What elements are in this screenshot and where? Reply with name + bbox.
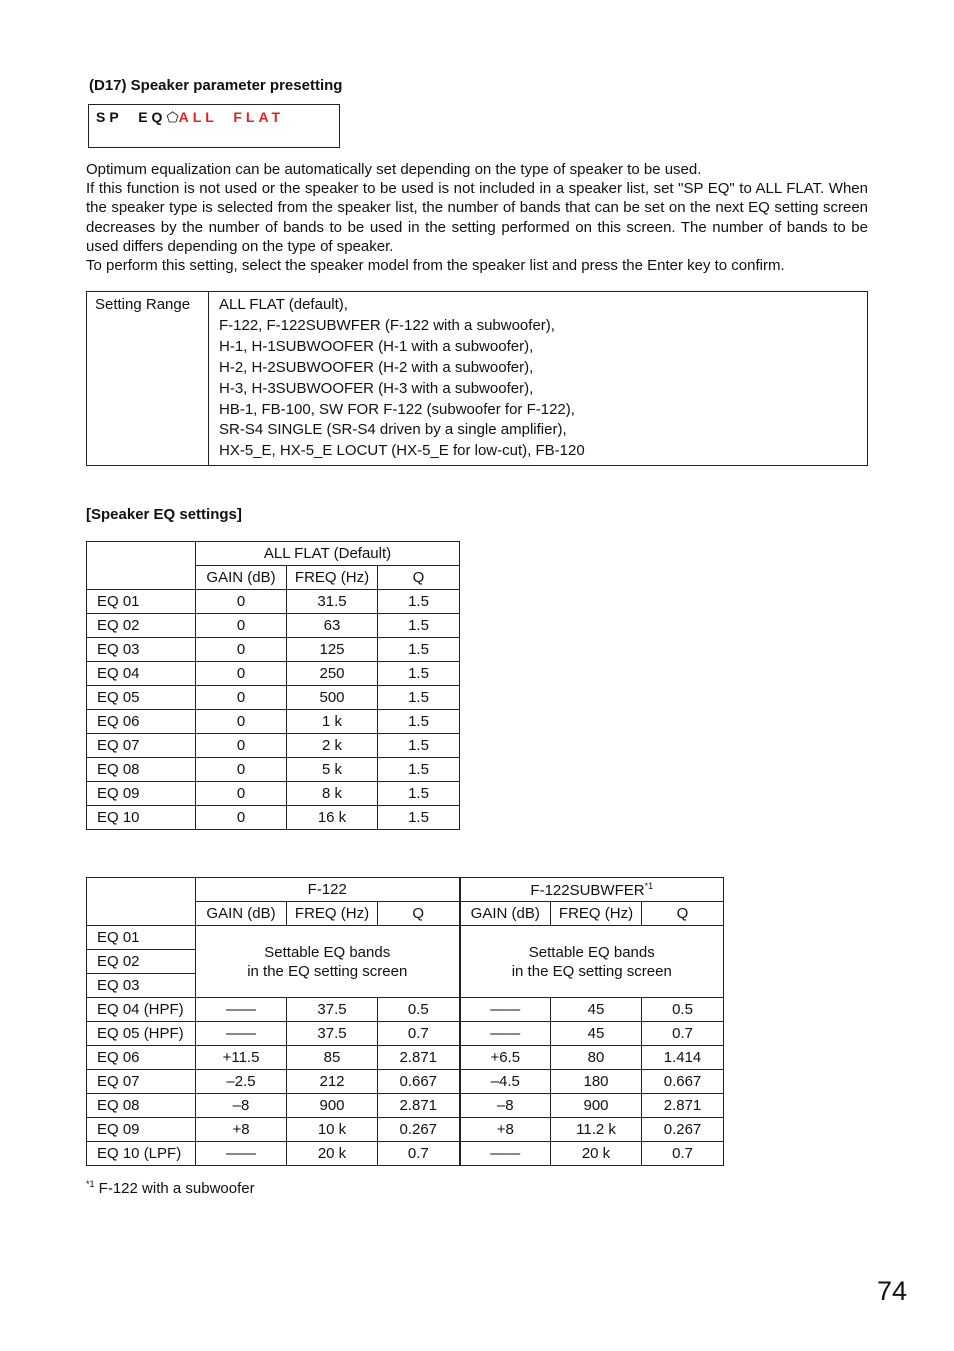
table-cell: —— — [460, 1022, 551, 1046]
column-header: FREQ (Hz) — [287, 566, 378, 590]
row-label: EQ 10 (LPF) — [87, 1142, 196, 1166]
table-row — [87, 662, 460, 686]
lcd-prefix: SP EQ — [96, 109, 167, 125]
setting-range-item: H-1, H-1SUBWOOFER (H-1 with a subwoofer), — [219, 337, 534, 355]
table-cell: 31.5 — [287, 590, 378, 614]
table-cell: 0 — [196, 782, 287, 806]
column-header: FREQ (Hz) — [551, 902, 642, 926]
group-header-f122subwfer — [460, 878, 724, 902]
speaker-eq-heading: [Speaker EQ settings] — [86, 506, 242, 523]
group-header-f122: F-122 — [196, 878, 460, 902]
table-cell: 2.871 — [378, 1046, 460, 1070]
row-label: EQ 02 — [87, 950, 196, 974]
row-label: EQ 09 — [87, 782, 196, 806]
table-row — [87, 1022, 724, 1046]
f122-table — [86, 877, 724, 1166]
settable-bands-note — [460, 926, 724, 998]
setting-range-item: HX-5_E, HX-5_E LOCUT (HX-5_E for low-cut), FB-120 — [219, 442, 585, 460]
table-cell: +6.5 — [460, 1046, 551, 1070]
column-header: GAIN (dB) — [196, 566, 287, 590]
table-cell: –8 — [196, 1094, 287, 1118]
table-cell: 1.5 — [378, 662, 460, 686]
setting-range-item: HB-1, FB-100, SW FOR F-122 (subwoofer for F-122), — [219, 400, 575, 418]
table-cell: 20 k — [551, 1142, 642, 1166]
table-cell: 1.5 — [378, 638, 460, 662]
intro-paragraph: To perform this setting, select the speaker model from the speaker list and press the Enter key to confirm. — [86, 257, 785, 275]
table-cell: 20 k — [287, 1142, 378, 1166]
group-header: ALL FLAT (Default) — [196, 542, 460, 566]
table-cell: 125 — [287, 638, 378, 662]
table-cell: 900 — [287, 1094, 378, 1118]
table-row — [87, 1070, 724, 1094]
table-cell: 0 — [196, 734, 287, 758]
table-cell: –4.5 — [460, 1070, 551, 1094]
intro-paragraph: If this function is not used or the speaker to be used is not included in a speaker list, set "SP EQ" to ALL FLAT. When the speaker type is selected from the speaker list, the number of bands that can be set on the next EQ setting screen decreases by the number of bands to be used in the setting performed on this screen. The number of bands to be used differs depending on the type of speaker. — [86, 180, 868, 255]
column-header: GAIN (dB) — [196, 902, 287, 926]
table-cell: 11.2 k — [551, 1118, 642, 1142]
table-cell: 250 — [287, 662, 378, 686]
table-cell: 2 k — [287, 734, 378, 758]
table-row — [87, 782, 460, 806]
table-cell: 0.5 — [378, 998, 460, 1022]
table-cell: 45 — [551, 1022, 642, 1046]
table-cell: 500 — [287, 686, 378, 710]
row-label: EQ 09 — [87, 1118, 196, 1142]
settable-line: in the EQ setting screen — [511, 962, 672, 980]
corner-cell — [87, 878, 196, 926]
setting-range-label: Setting Range — [87, 292, 209, 465]
table-row — [87, 1142, 724, 1166]
table-cell: 0.667 — [642, 1070, 724, 1094]
table-cell: 1.5 — [378, 686, 460, 710]
table-row — [87, 926, 724, 950]
footnote — [86, 1179, 255, 1197]
table-cell: 0.7 — [642, 1022, 724, 1046]
table-cell: 37.5 — [287, 998, 378, 1022]
row-label: EQ 06 — [87, 1046, 196, 1070]
row-label: EQ 05 (HPF) — [87, 1022, 196, 1046]
table-cell: —— — [196, 1022, 287, 1046]
column-header: GAIN (dB) — [460, 902, 551, 926]
table-cell: 1.5 — [378, 782, 460, 806]
table-cell: +8 — [196, 1118, 287, 1142]
table-cell: 0.267 — [378, 1118, 460, 1142]
table-cell: —— — [460, 1142, 551, 1166]
section-heading: (D17) Speaker parameter presetting — [89, 77, 343, 94]
table-cell: 900 — [551, 1094, 642, 1118]
lcd-arrow-icon: ⬠ — [166, 109, 179, 125]
table-cell: 212 — [287, 1070, 378, 1094]
setting-range-item: SR-S4 SINGLE (SR-S4 driven by a single amplifier), — [219, 421, 567, 439]
footnote-mark: *1 — [86, 1179, 95, 1189]
row-label: EQ 07 — [87, 1070, 196, 1094]
table-cell: 5 k — [287, 758, 378, 782]
row-label: EQ 10 — [87, 806, 196, 830]
table-cell: 0.5 — [642, 998, 724, 1022]
row-label: EQ 04 (HPF) — [87, 998, 196, 1022]
table-cell: +11.5 — [196, 1046, 287, 1070]
page-number: 74 — [877, 1276, 908, 1306]
table-cell: +8 — [460, 1118, 551, 1142]
table-row — [87, 1094, 724, 1118]
table-cell: 0 — [196, 614, 287, 638]
table-cell: 8 k — [287, 782, 378, 806]
table-cell: 0.667 — [378, 1070, 460, 1094]
table-cell: 0.7 — [378, 1022, 460, 1046]
column-header: Q — [642, 902, 724, 926]
table-cell: 1.5 — [378, 710, 460, 734]
row-label: EQ 06 — [87, 710, 196, 734]
table-cell: 2.871 — [642, 1094, 724, 1118]
settable-line: in the EQ setting screen — [247, 962, 408, 980]
table-cell: 10 k — [287, 1118, 378, 1142]
group-header-text: F-122SUBWFER — [530, 881, 645, 899]
table-cell: 1.5 — [378, 806, 460, 830]
row-label: EQ 03 — [87, 638, 196, 662]
table-row — [87, 1046, 724, 1070]
table-cell: 1 k — [287, 710, 378, 734]
table-row — [87, 758, 460, 782]
table-cell: 2.871 — [378, 1094, 460, 1118]
table-row — [87, 590, 460, 614]
row-label: EQ 01 — [87, 926, 196, 950]
table-cell: —— — [196, 998, 287, 1022]
table-header-row — [87, 542, 460, 566]
settable-line: Settable EQ bands — [528, 943, 655, 961]
table-cell: 1.414 — [642, 1046, 724, 1070]
table-cell: 37.5 — [287, 1022, 378, 1046]
table-cell: 1.5 — [378, 758, 460, 782]
table-row — [87, 734, 460, 758]
table-cell: 1.5 — [378, 614, 460, 638]
settable-bands-note — [196, 926, 460, 998]
table-cell: 0 — [196, 758, 287, 782]
column-header: FREQ (Hz) — [287, 902, 378, 926]
table-cell: 16 k — [287, 806, 378, 830]
table-cell: 0 — [196, 662, 287, 686]
column-header: Q — [378, 902, 460, 926]
table-cell: –8 — [460, 1094, 551, 1118]
row-label: EQ 02 — [87, 614, 196, 638]
row-label: EQ 03 — [87, 974, 196, 998]
table-cell: 0 — [196, 638, 287, 662]
table-cell: —— — [196, 1142, 287, 1166]
table-cell: 180 — [551, 1070, 642, 1094]
column-header: Q — [378, 566, 460, 590]
intro-text — [86, 160, 868, 275]
table-cell: 0.7 — [642, 1142, 724, 1166]
table-cell: 0.267 — [642, 1118, 724, 1142]
table-cell: 45 — [551, 998, 642, 1022]
table-cell: 80 — [551, 1046, 642, 1070]
table-header-row — [87, 878, 724, 902]
table-cell: 85 — [287, 1046, 378, 1070]
table-cell: 0 — [196, 686, 287, 710]
table-cell: 63 — [287, 614, 378, 638]
table-cell: 0 — [196, 806, 287, 830]
footnote-mark: *1 — [644, 880, 654, 891]
table-row — [87, 686, 460, 710]
table-cell: 0 — [196, 590, 287, 614]
row-label: EQ 04 — [87, 662, 196, 686]
setting-range-box — [86, 291, 868, 466]
row-label: EQ 01 — [87, 590, 196, 614]
table-cell: —— — [460, 998, 551, 1022]
table-cell: 1.5 — [378, 734, 460, 758]
setting-range-item: H-3, H-3SUBWOOFER (H-3 with a subwoofer), — [219, 379, 534, 397]
lcd-display — [88, 104, 340, 148]
table-cell: 0 — [196, 710, 287, 734]
table-cell: –2.5 — [196, 1070, 287, 1094]
lcd-text — [96, 109, 284, 126]
row-label: EQ 07 — [87, 734, 196, 758]
table-cell: 0.7 — [378, 1142, 460, 1166]
setting-range-item: H-2, H-2SUBWOOFER (H-2 with a subwoofer), — [219, 358, 534, 376]
settable-line: Settable EQ bands — [264, 943, 391, 961]
table-row — [87, 614, 460, 638]
row-label: EQ 08 — [87, 1094, 196, 1118]
table-cell: 1.5 — [378, 590, 460, 614]
all-flat-table — [86, 541, 460, 830]
row-label: EQ 05 — [87, 686, 196, 710]
corner-cell — [87, 542, 196, 590]
table-row — [87, 806, 460, 830]
lcd-value: ALL FLAT — [178, 109, 285, 125]
row-label: EQ 08 — [87, 758, 196, 782]
intro-paragraph: Optimum equalization can be automatically set depending on the type of speaker to be used. — [86, 161, 702, 178]
table-row — [87, 1118, 724, 1142]
table-row — [87, 638, 460, 662]
setting-range-list — [219, 295, 585, 462]
table-row — [87, 998, 724, 1022]
table-row — [87, 710, 460, 734]
footnote-text: F-122 with a subwoofer — [94, 1180, 255, 1197]
setting-range-item: F-122, F-122SUBWFER (F-122 with a subwoofer), — [219, 316, 555, 334]
setting-range-item: ALL FLAT (default), — [219, 296, 348, 313]
